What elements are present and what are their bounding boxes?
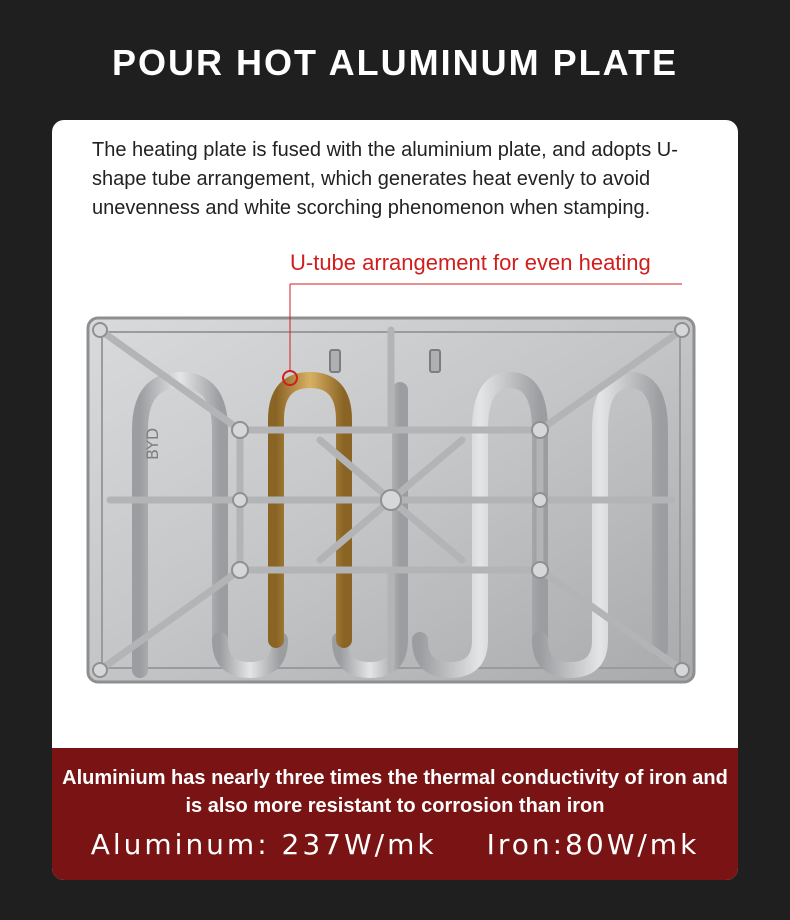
spec-row bbox=[52, 828, 738, 861]
callout-label: U-tube arrangement for even heating bbox=[290, 250, 651, 275]
page-title: POUR HOT ALUMINUM PLATE bbox=[112, 42, 678, 83]
content-card bbox=[52, 120, 738, 880]
iron-spec: Iron:80W/mk bbox=[486, 828, 700, 861]
callout-leader bbox=[52, 120, 738, 420]
plate-marking: BYD bbox=[143, 427, 162, 460]
intro-text: The heating plate is fused with the aluminium plate, and adopts U-shape tube arrangement, which generates heat evenly to avoid unevenness and white scorching phenomenon when stamping. bbox=[92, 139, 678, 219]
conductivity-band bbox=[52, 748, 738, 880]
conductivity-description: Aluminium has nearly three times the thermal conductivity of iron and is also more resistant to corrosion than iron bbox=[62, 767, 728, 817]
aluminum-spec: Aluminum: 237W/mk bbox=[90, 828, 437, 861]
